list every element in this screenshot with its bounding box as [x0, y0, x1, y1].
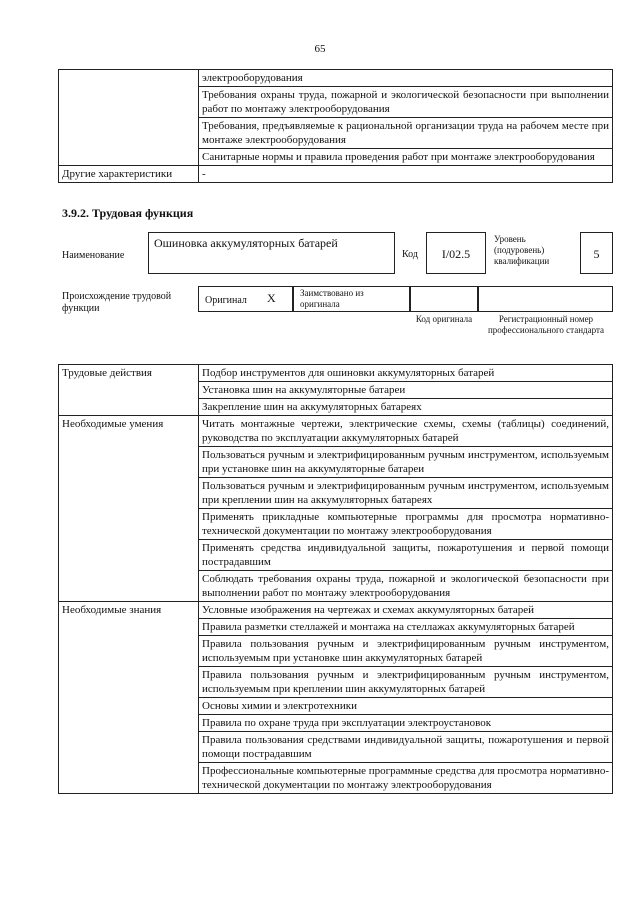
name-label: Наименование — [62, 250, 125, 261]
origin-label: Происхождение трудовой функции — [62, 291, 172, 314]
section-title: 3.9.2. Трудовая функция — [62, 206, 194, 220]
code-value: I/02.5 — [426, 232, 486, 274]
table-cell: Требования, предъявляемые к рациональной организации труда на рабочем месте при монтаже электрооборудования — [199, 118, 613, 149]
row-label: Необходимые знания — [59, 602, 199, 794]
row-label: Другие характеристики — [59, 166, 199, 183]
table-cell: Правила пользования ручным и электрифицированным ручным инструментом, используемым при креплении шин аккумуляторных батарей — [199, 667, 613, 698]
row-label — [59, 70, 199, 166]
table-row — [59, 416, 613, 447]
table-cell: - — [199, 166, 613, 183]
table-cell: Правила пользования ручным и электрифицированным ручным инструментом, используемым при установке шин аккумуляторных батарей — [199, 636, 613, 667]
page-number: 65 — [314, 43, 326, 55]
table-cell: Применять прикладные компьютерные программы для просмотра нормативно-технической документации по монтажу электрооборудования — [199, 509, 613, 540]
function-name-value: Ошиновка аккумуляторных батарей — [148, 232, 395, 274]
table-cell: Правила пользования средствами индивидуальной защиты, пожаротушения и первой помощи пострадавшим — [199, 732, 613, 763]
table-cell: Пользоваться ручным и электрифицированным ручным инструментом, используемым при установке шин на аккумуляторные батареи — [199, 447, 613, 478]
table-cell: Подбор инструментов для ошиновки аккумуляторных батарей — [199, 365, 613, 382]
reg-number-box — [478, 286, 613, 312]
table-cell: Установка шин на аккумуляторные батареи — [199, 382, 613, 399]
table-cell: Правила по охране труда при эксплуатации электроустановок — [199, 715, 613, 732]
table-row — [59, 70, 613, 87]
original-label: Оригинал — [205, 295, 247, 306]
table-cell: Санитарные нормы и правила проведения работ при монтаже электрооборудования — [199, 149, 613, 166]
table-cell: Читать монтажные чертежи, электрические схемы, схемы (таблицы) соединений, руководства по эксплуатации аккумуляторных батарей — [199, 416, 613, 447]
requirements-table — [58, 69, 613, 183]
table-row — [59, 365, 613, 382]
original-mark: X — [267, 291, 276, 305]
table-cell: Соблюдать требования охраны труда, пожарной и экологической безопасности при выполнении работ по монтажу электрооборудования — [199, 571, 613, 602]
table-cell: электрооборудования — [199, 70, 613, 87]
code-label: Код — [402, 249, 418, 260]
code-original-caption: Код оригинала — [415, 314, 473, 324]
row-label: Трудовые действия — [59, 365, 199, 416]
table-cell: Профессиональные компьютерные программные средства для просмотра нормативно-технической документации по монтажу электрооборудования — [199, 763, 613, 794]
table-cell: Пользоваться ручным и электрифицированным ручным инструментом, используемым при креплении шин на аккумуляторных батареях — [199, 478, 613, 509]
function-table — [58, 364, 613, 794]
borrowed-label: Заимствовано из оригинала — [293, 286, 410, 312]
code-original-box — [410, 286, 478, 312]
table-row — [59, 166, 613, 183]
table-cell: Условные изображения на чертежах и схемах аккумуляторных батарей — [199, 602, 613, 619]
level-label: Уровень (подуровень) квалификации — [494, 234, 550, 266]
table-cell: Применять средства индивидуальной защиты, пожаротушения и первой помощи пострадавшим — [199, 540, 613, 571]
table-cell: Требования охраны труда, пожарной и экологической безопасности при выполнении работ по монтажу электрооборудования — [199, 87, 613, 118]
level-value: 5 — [580, 232, 613, 274]
table-row — [59, 602, 613, 619]
table-cell: Закрепление шин на аккумуляторных батареях — [199, 399, 613, 416]
original-cell — [198, 286, 293, 312]
table-cell: Основы химии и электротехники — [199, 698, 613, 715]
reg-number-caption: Регистрационный номер профессионального стандарта — [487, 314, 605, 335]
table-cell: Правила разметки стеллажей и монтажа на стеллажах аккумуляторных батарей — [199, 619, 613, 636]
row-label: Необходимые умения — [59, 416, 199, 602]
